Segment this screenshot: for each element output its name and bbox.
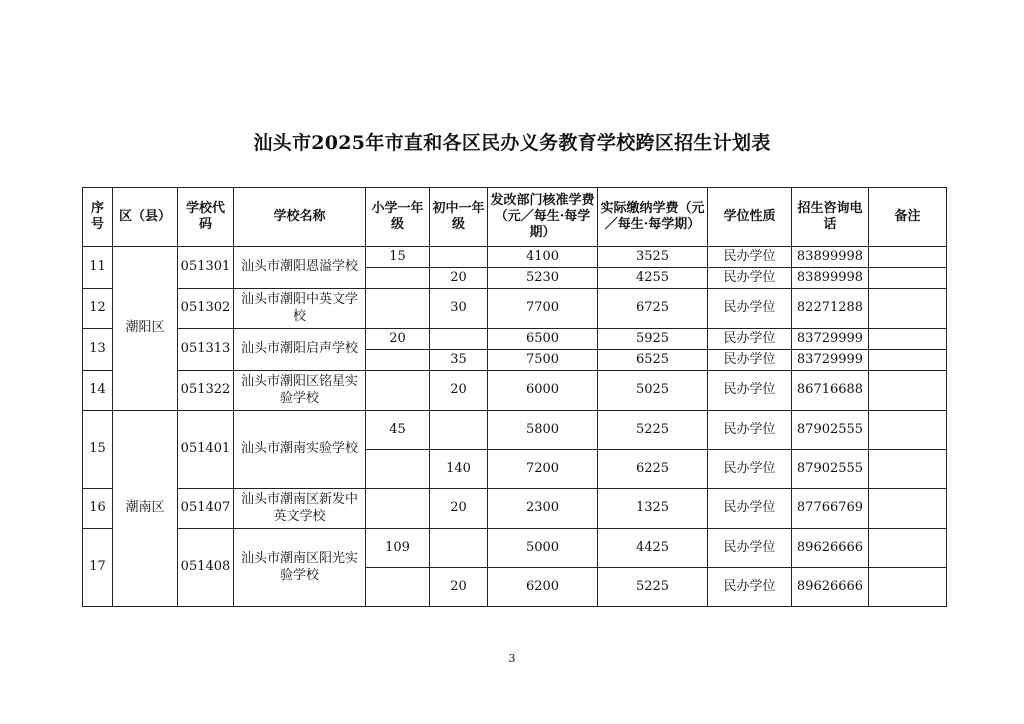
actual-fee-cell: 5025 xyxy=(598,371,708,411)
code-cell: 051313 xyxy=(178,329,234,371)
seq-cell: 15 xyxy=(83,411,113,489)
nature-cell: 民办学位 xyxy=(708,371,792,411)
remark-cell xyxy=(869,247,947,268)
nature-cell: 民办学位 xyxy=(708,568,792,607)
remark-cell xyxy=(869,371,947,411)
phone-cell: 87766769 xyxy=(792,489,869,529)
junior-cell: 140 xyxy=(430,450,488,489)
header-phone: 招生咨询电话 xyxy=(792,188,869,247)
table-row xyxy=(83,529,947,568)
phone-cell: 83729999 xyxy=(792,329,869,350)
primary-cell xyxy=(366,450,430,489)
nature-cell: 民办学位 xyxy=(708,268,792,289)
table-row xyxy=(83,411,947,450)
seq-cell: 14 xyxy=(83,371,113,411)
primary-cell: 20 xyxy=(366,329,430,350)
header-row xyxy=(83,188,947,247)
table-row xyxy=(83,247,947,268)
actual-fee-cell: 3525 xyxy=(598,247,708,268)
header-actual-fee: 实际缴纳学费（元／每生·每学期） xyxy=(598,188,708,247)
seq-cell: 16 xyxy=(83,489,113,529)
approved-fee-cell: 6000 xyxy=(488,371,598,411)
header-junior: 初中一年级 xyxy=(430,188,488,247)
phone-cell: 83899998 xyxy=(792,247,869,268)
actual-fee-cell: 4425 xyxy=(598,529,708,568)
nature-cell: 民办学位 xyxy=(708,247,792,268)
actual-fee-cell: 4255 xyxy=(598,268,708,289)
junior-cell xyxy=(430,247,488,268)
junior-cell: 35 xyxy=(430,350,488,371)
approved-fee-cell: 6500 xyxy=(488,329,598,350)
table-row xyxy=(83,289,947,329)
remark-cell xyxy=(869,329,947,350)
primary-cell: 109 xyxy=(366,529,430,568)
primary-cell: 15 xyxy=(366,247,430,268)
seq-cell: 12 xyxy=(83,289,113,329)
table-row xyxy=(83,371,947,411)
junior-cell xyxy=(430,411,488,450)
primary-cell xyxy=(366,268,430,289)
code-cell: 051408 xyxy=(178,529,234,607)
approved-fee-cell: 5000 xyxy=(488,529,598,568)
actual-fee-cell: 5925 xyxy=(598,329,708,350)
remark-cell xyxy=(869,289,947,329)
approved-fee-cell: 5230 xyxy=(488,268,598,289)
school-name-cell: 汕头市潮阳区铭星实验学校 xyxy=(234,371,366,411)
approved-fee-cell: 7500 xyxy=(488,350,598,371)
code-cell: 051407 xyxy=(178,489,234,529)
phone-cell: 87902555 xyxy=(792,411,869,450)
actual-fee-cell: 5225 xyxy=(598,568,708,607)
phone-cell: 83899998 xyxy=(792,268,869,289)
junior-cell: 20 xyxy=(430,568,488,607)
school-name-cell: 汕头市潮阳中英文学校 xyxy=(234,289,366,329)
code-cell: 051302 xyxy=(178,289,234,329)
header-remark: 备注 xyxy=(869,188,947,247)
actual-fee-cell: 5225 xyxy=(598,411,708,450)
phone-cell: 83729999 xyxy=(792,350,869,371)
phone-cell: 86716688 xyxy=(792,371,869,411)
approved-fee-cell: 7700 xyxy=(488,289,598,329)
actual-fee-cell: 6525 xyxy=(598,350,708,371)
remark-cell xyxy=(869,489,947,529)
approved-fee-cell: 5800 xyxy=(488,411,598,450)
header-seq: 序号 xyxy=(83,188,113,247)
header-code: 学校代码 xyxy=(178,188,234,247)
remark-cell xyxy=(869,268,947,289)
phone-cell: 89626666 xyxy=(792,529,869,568)
district-cell: 潮阳区 xyxy=(113,247,178,411)
actual-fee-cell: 6725 xyxy=(598,289,708,329)
approved-fee-cell: 7200 xyxy=(488,450,598,489)
seq-cell: 13 xyxy=(83,329,113,371)
nature-cell: 民办学位 xyxy=(708,411,792,450)
actual-fee-cell: 6225 xyxy=(598,450,708,489)
school-name-cell: 汕头市潮南区阳光实验学校 xyxy=(234,529,366,607)
remark-cell xyxy=(869,568,947,607)
approved-fee-cell: 2300 xyxy=(488,489,598,529)
header-name: 学校名称 xyxy=(234,188,366,247)
primary-cell xyxy=(366,289,430,329)
primary-cell: 45 xyxy=(366,411,430,450)
code-cell: 051301 xyxy=(178,247,234,289)
enrollment-plan-table xyxy=(82,187,947,607)
school-name-cell: 汕头市潮南实验学校 xyxy=(234,411,366,489)
page-title: 汕头市2025年市直和各区民办义务教育学校跨区招生计划表 xyxy=(253,132,771,154)
table-row xyxy=(83,489,947,529)
school-name-cell: 汕头市潮阳启声学校 xyxy=(234,329,366,371)
phone-cell: 82271288 xyxy=(792,289,869,329)
phone-cell: 87902555 xyxy=(792,450,869,489)
header-approved-fee: 发改部门核准学费（元／每生·每学期） xyxy=(488,188,598,247)
primary-cell xyxy=(366,489,430,529)
junior-cell xyxy=(430,529,488,568)
nature-cell: 民办学位 xyxy=(708,329,792,350)
primary-cell xyxy=(366,371,430,411)
remark-cell xyxy=(869,529,947,568)
remark-cell xyxy=(869,450,947,489)
junior-cell: 20 xyxy=(430,268,488,289)
district-cell: 潮南区 xyxy=(113,411,178,607)
junior-cell xyxy=(430,329,488,350)
remark-cell xyxy=(869,350,947,371)
junior-cell: 20 xyxy=(430,371,488,411)
approved-fee-cell: 4100 xyxy=(488,247,598,268)
header-primary: 小学一年级 xyxy=(366,188,430,247)
seq-cell: 17 xyxy=(83,529,113,607)
page-number: 3 xyxy=(508,652,516,665)
nature-cell: 民办学位 xyxy=(708,489,792,529)
nature-cell: 民办学位 xyxy=(708,529,792,568)
table-row xyxy=(83,329,947,350)
nature-cell: 民办学位 xyxy=(708,350,792,371)
code-cell: 051322 xyxy=(178,371,234,411)
seq-cell: 11 xyxy=(83,247,113,289)
junior-cell: 20 xyxy=(430,489,488,529)
approved-fee-cell: 6200 xyxy=(488,568,598,607)
code-cell: 051401 xyxy=(178,411,234,489)
school-name-cell: 汕头市潮南区新发中英文学校 xyxy=(234,489,366,529)
header-district: 区（县） xyxy=(113,188,178,247)
actual-fee-cell: 1325 xyxy=(598,489,708,529)
junior-cell: 30 xyxy=(430,289,488,329)
nature-cell: 民办学位 xyxy=(708,450,792,489)
phone-cell: 89626666 xyxy=(792,568,869,607)
school-name-cell: 汕头市潮阳恩溢学校 xyxy=(234,247,366,289)
primary-cell xyxy=(366,568,430,607)
nature-cell: 民办学位 xyxy=(708,289,792,329)
remark-cell xyxy=(869,411,947,450)
header-nature: 学位性质 xyxy=(708,188,792,247)
primary-cell xyxy=(366,350,430,371)
